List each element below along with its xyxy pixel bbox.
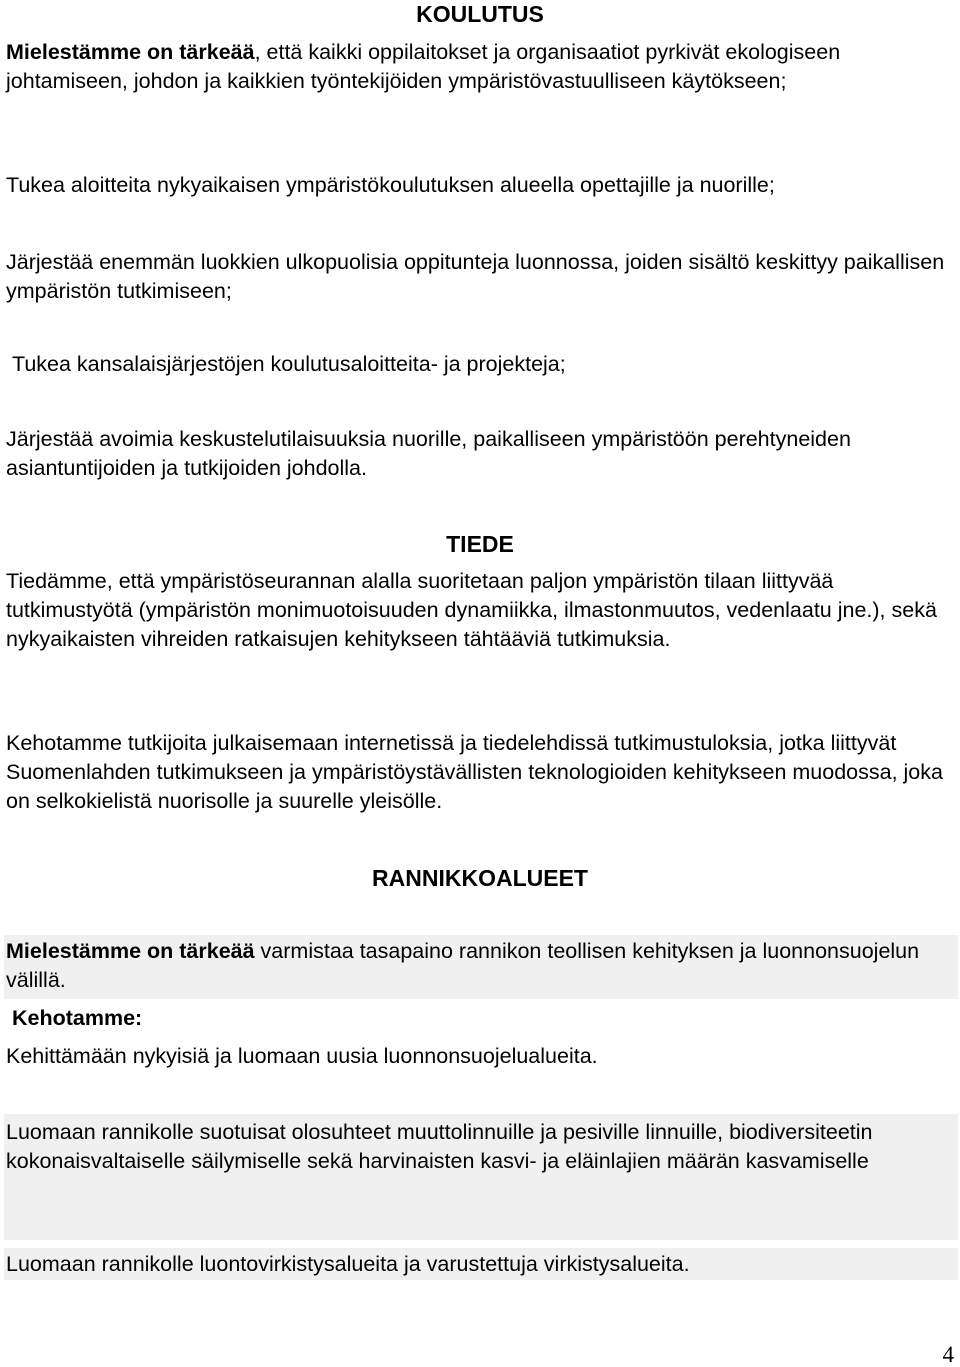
koulutus-intro-bold: Mielestämme on tärkeää	[6, 40, 255, 64]
section-heading-rannikkoalueet: RANNIKKOALUEET	[372, 865, 588, 891]
rannikkoalueet-item: Kehittämään nykyisiä ja luomaan uusia luonnonsuojelualueita.	[6, 1044, 598, 1068]
rannikkoalueet-item: Luomaan rannikolle luontovirkistysalueita ja varustettuja virkistysalueita.	[6, 1252, 690, 1276]
tiede-paragraph: Kehotamme tutkijoita julkaisemaan internetissä ja tiedelehdissä tutkimustuloksia, jotka liittyvät Suomenlahden tutkimukseen ja ympäristöystävällisten teknologioiden kehitykseen muodossa, joka on selkokielistä nuorisolle ja suurelle yleisölle.	[6, 731, 943, 813]
rannikkoalueet-item: Luomaan rannikolle suotuisat olosuhteet muuttolinnuille ja pesiville linnuille, biodiversiteetin kokonaisvaltaiselle säilymiselle sekä harvinaisten kasvi- ja eläinlajien määrän kasvamiselle	[6, 1120, 873, 1173]
koulutus-item: Järjestää enemmän luokkien ulkopuolisia oppitunteja luonnossa, joiden sisältö keskittyy paikallisen ympäristön tutkimiseen;	[6, 250, 945, 303]
page-number: 4	[942, 1342, 954, 1367]
rannikkoalueet-intro	[6, 937, 956, 995]
koulutus-item: Järjestää avoimia keskustelutilaisuuksia nuorille, paikalliseen ympäristöön perehtyneiden asiantuntijoiden ja tutkijoiden johdolla.	[6, 427, 851, 480]
rannikkoalueet-intro-bold: Mielestämme on tärkeää	[6, 939, 255, 963]
koulutus-intro-rest: , että kaikki oppilaitokset ja organisaatiot pyrkivät ekologiseen johtamiseen, johdon ja kaikkien työntekijöiden ympäristövastuulliseen käytökseen;	[6, 40, 841, 93]
section-heading-koulutus: KOULUTUS	[416, 1, 544, 27]
koulutus-item: Tukea kansalaisjärjestöjen koulutusaloitteita- ja projekteja;	[12, 352, 566, 376]
section-heading-tiede: TIEDE	[446, 531, 514, 557]
rannikkoalueet-call-label: Kehotamme:	[12, 1006, 143, 1030]
tiede-paragraph: Tiedämme, että ympäristöseurannan alalla suoritetaan paljon ympäristön tilaan liittyvää tutkimustyötä (ympäristön monimuotoisuuden dynamiikka, ilmastonmuutos, vedenlaatu jne.), sekä nykyaikaisten vihreiden ratkaisujen kehitykseen tähtääviä tutkimuksia.	[6, 569, 937, 651]
koulutus-intro	[6, 38, 956, 96]
rannikkoalueet-intro-rest: varmistaa tasapaino rannikon teollisen kehityksen ja luonnonsuojelun välillä.	[6, 939, 920, 992]
koulutus-item: Tukea aloitteita nykyaikaisen ympäristökoulutuksen alueella opettajille ja nuorille;	[6, 173, 775, 197]
